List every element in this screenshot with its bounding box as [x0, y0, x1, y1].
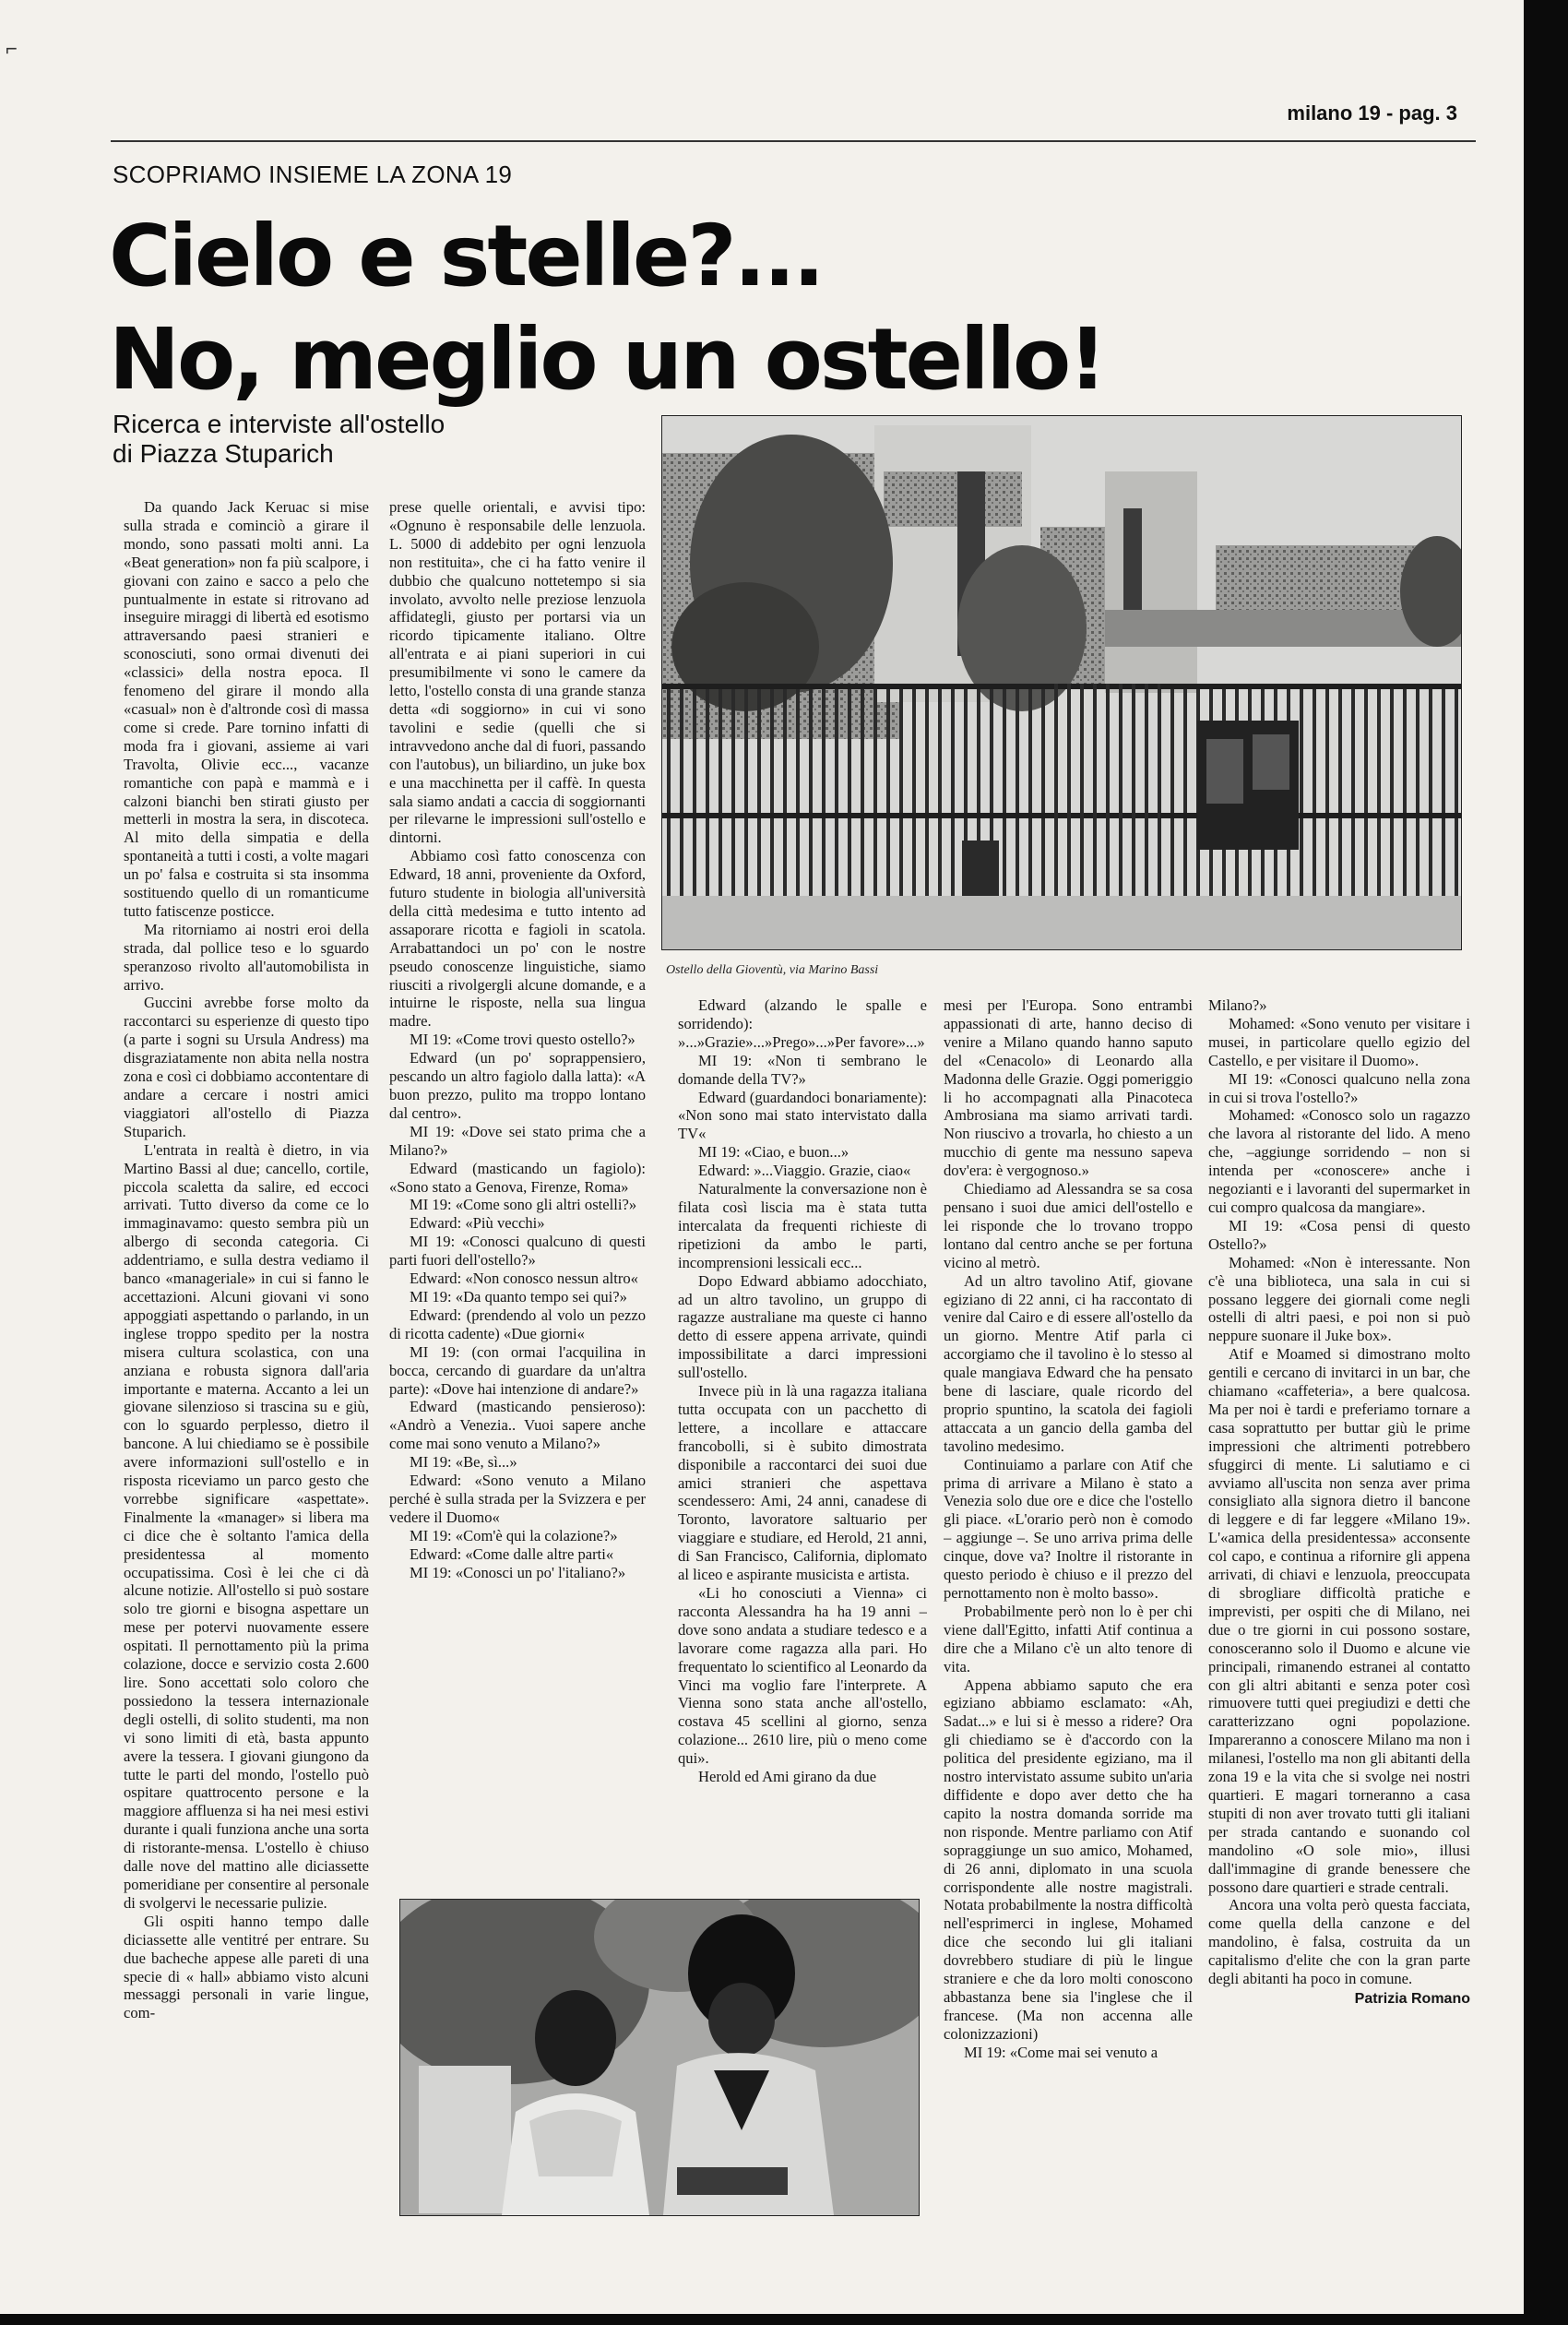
hostel-building-photo: [661, 415, 1462, 950]
paragraph: Mohamed: «Non è interessante. Non c'è una biblioteca, una sala in cui si possano leggere dei giornali come negli ostelli di altri paesi, e poi non si può neppure suonare il Juke box».: [1208, 1253, 1470, 1345]
paragraph: MI 19: «Cosa pensi di questo Ostello?»: [1208, 1216, 1470, 1253]
paragraph: Edward (un po' soprappensiero, pescando un altro fagiolo dalla latta): «A buon prezzo, pulito ma troppo lontano dal centro».: [389, 1049, 646, 1122]
subhead-line-2: di Piazza Stuparich: [113, 439, 334, 468]
paragraph: mesi per l'Europa. Sono entrambi appassionati di arte, hanno deciso di venire a Milano quando hanno saputo del «Cenacolo» di Leonardo alla Madonna delle Grazie. Oggi pomeriggio li ho accompagnati alla Pinacoteca Ambrosiana ma siamo arrivati tardi. Non riuscivo a trovarla, ho chiesto a un mucchio di gente ma nessuno sapeva dov'era: è vergognoso.»: [944, 996, 1193, 1180]
paragraph: MI 19: «Come sono gli altri ostelli?»: [410, 1196, 637, 1214]
paragraph: Invece più in là una ragazza italiana tutta occupata con un pacchetto di lettere, a incollare e attaccare francobolli, si è subito dimostrata disponibile a raccontarci dei suoi due amici stranieri che aspettava scendessero: Ami, 24 anni, canadese di Toronto, lavoratore saltuario per viaggiare e studiare, ed Herold, 21 anni, di San Francisco, California, diplomato al liceo e aspirante musicista e artista.: [678, 1382, 927, 1584]
paragraph: MI 19: «Com'è qui la colazione?»: [410, 1526, 618, 1544]
paragraph: Edward (alzando le spalle e sorridendo): »...»Grazie»...»Prego»...»Per favore»...»: [678, 996, 927, 1051]
paragraph: MI 19: «Dove sei stato prima che a Milano?»: [389, 1122, 646, 1159]
article-column-4: [944, 996, 1193, 2205]
paragraph: Edward: »...Viaggio. Grazie, ciao«: [698, 1162, 911, 1180]
paragraph: Mohamed: «Conosco solo un ragazzo che lavora al ristorante del lido. A meno che, –aggiunge sorridendo – non si intenda per «conoscere» anche i negozianti e i lavoranti del supermarket in cui compro qualcosa da mangiare».: [1208, 1106, 1470, 1216]
subheadline: [113, 410, 445, 469]
paragraph: Ancora una volta però questa facciata, come quella della canzone e del mandolino, è falsa, costruita da un capitalismo d'elite che con la gran parte degli abitanti ha poco in comune.: [1208, 1896, 1470, 1988]
paragraph: Edward: (prendendo al volo un pezzo di ricotta cadente) «Due giorni«: [389, 1306, 646, 1342]
byline: Patrizia Romano: [1354, 1990, 1470, 2007]
headline: [109, 205, 1104, 411]
page-reference: milano 19 - pag. 3: [1287, 101, 1457, 125]
headline-line-2: No, meglio un ostello!: [109, 310, 1105, 409]
article-column-5: [1208, 996, 1470, 2205]
paragraph: Atif e Moamed si dimostrano molto gentili e cercano di invitarci in un bar, che chiamano «caffeteria», a bere qualcosa. Ma per noi è tardi e preferiamo tornare a casa soprattutto per buttar giù le prime impressioni che altrimenti potrebbero sfuggirci di mente. Li salutiamo e ci avviamo all'uscita non senza aver prima consigliato alla signora dietro il bancone di leggere e di far leggere «Milano 19». L'«amica della presidentessa» acconsente col capo, e continua a rifornire gli appena arrivati, di chiavi e lenzuola, preoccupata di sbrogliare difficoltà pratiche e imprevisti, per ospiti che di Milano, nei due o tre giorni in cui possono sostare, conosceranno solo il Duomo e alcune vie principali, rimanendo estranei al contatto con gli altri abitanti e senza poter così rimuovere tutti quei pregiudizi e detti che caratterizzano ogni popolazione. Impareranno a conoscere Milano ma non i milanesi, l'ostello ma non gli abitanti della zona 19 e la vita che si svolge nei nostri quartieri. E magari torneranno a casa stupiti di non aver trovato tutti gli italiani per strada cantando e suonando col mandolino «O sole mio», illusi dall'immagine di grande benessere che possono dare quartieri e strade centrali.: [1208, 1345, 1470, 1896]
paragraph: Edward: «Non conosco nessun altro«: [410, 1270, 638, 1288]
paragraph: Ma ritorniamo ai nostri eroi della strada, dal pollice teso e lo sguardo speranzoso rivolto all'automobilista in arrivo.: [124, 920, 369, 994]
paragraph: MI 19: (con ormai l'acquilina in bocca, cercando di guardare da un'altra parte): «Dove hai intenzione di andare?»: [389, 1342, 646, 1398]
paragraph: L'entrata in realtà è dietro, in via Martino Bassi al due; cancello, cortile, piccola scaletta da salire, ed eccoci arrivati. Tutto diverso da come ce lo immaginavamo: questo sembra più un albergo di seconda categoria. Ci addentriamo, e sulla destra vediamo il banco «manageriale» in cui si fanno le accettazioni. Alcuni giovani vi sono appoggiati aspettando o parlando, in un inglese troppo spedito per la nostra misera cultura scolastica, con una anziana e robusta signora dall'aria importante e materna. Accanto a lei un giovane silenzioso si trascina su e giù, con lo sguardo perplesso, dietro il bancone. A lui chiediamo se è possibile avere informazioni sull'ostello e in risposta riceviamo un parco gesto che vorrebbe significare «aspettate». Finalmente la «manager» si libera ma ci dice che è soltanto l'amica della presidentessa al momento occupatissima. Così è lei che ci dà alcune notizie. All'ostello si può sostare solo tre giorni e bisogna aspettare un mese per potervi nuovamente essere ospitati. Il pernottamento più la prima colazione, docce e servizio costa 2.600 lire. Sono accettati solo coloro che possiedono la tessera internazionale degli ostelli, di solito studenti, ma non vi sono limiti di età, basta appunto avere la tessera. I giovani giungono da tutte le parti del mondo, l'ostello può ospitare quattrocento persone e la maggiore affluenza si ha nei mesi estivi durante i quali funziona anche una sorta di ristorante-mensa. L'ostello è chiuso dalle nove del mattino alle diciassette pomeridiane per consentire al personale di svolgervi le necessarie pulizie.: [124, 1140, 369, 1912]
headline-line-1: Cielo e stelle?...: [109, 207, 823, 305]
article-column-1: [124, 498, 369, 2274]
paragraph: MI 19: «Come mai sei venuto a: [964, 2043, 1158, 2061]
paragraph: «Li ho conosciuti a Vienna» ci racconta Alessandra ha ha 19 anni – dove sono andata a studiare tedesco e a lavorare come ragazza alla pari. Ho frequentato lo scientifico al Leonardo da Vinci ma voglio fare l'interprete. A Vienna sono stata anche all'ostello, costava 45 scellini al giorno, senza colazione... 2610 lire, più o meno come qui».: [678, 1584, 927, 1768]
paragraph: MI 19: «Conosci qualcuno di questi parti fuori dell'ostello?»: [389, 1233, 646, 1270]
paragraph: Probabilmente però non lo è per chi viene dall'Egitto, infatti Atif continua a dire che a Milano c'è un alto tenore di vita.: [944, 1602, 1193, 1675]
paragraph: Edward: «Sono venuto a Milano perché è sulla strada per la Svizzera e per vedere il Duomo«: [389, 1472, 646, 1526]
guests-photo: [399, 1899, 920, 2216]
paragraph: Gli ospiti hanno tempo dalle diciassette alle ventitré per entrare. Su due bacheche appese alle pareti di una specie di « hall» abbiamo visto alcuni messaggi personali in varie lingue, com-: [124, 1912, 369, 2022]
paragraph: MI 19: «Conosci qualcuno nella zona in cui si trova l'ostello?»: [1208, 1069, 1470, 1106]
paragraph: Edward (masticando un fagiolo): «Sono stato a Genova, Firenze, Roma»: [389, 1159, 646, 1196]
paragraph: MI 19: «Come trovi questo ostello?»: [410, 1031, 636, 1049]
paragraph: Ad un altro tavolino Atif, giovane egiziano di 22 anni, ci ha raccontato di venire dal Cairo e di essere all'ostello da un giorno. Mentre Atif parla ci accorgiamo che il tavolino è lo stesso al quale mangiava Edward che ha pensato bene di lasciare, quale ricordo del proprio spuntino, la scatola dei fagioli attaccata a un gancio della gamba del tavolino medesimo.: [944, 1271, 1193, 1455]
paragraph: MI 19: «Non ti sembrano le domande della TV?»: [678, 1051, 927, 1088]
paragraph: Naturalmente la conversazione non è filata così liscia ma è stata tutta intercalata da frequenti richieste di ripetizioni da ambo le parti, incomprensioni lessicali ecc...: [678, 1180, 927, 1271]
paragraph: Edward (masticando pensieroso): «Andrò a Venezia.. Vuoi sapere anche come mai sono venuto a Milano?»: [389, 1398, 646, 1453]
paragraph: Mohamed: «Sono venuto per visitare i musei, in particolare quello egizio del Castello, e per visitare il Duomo».: [1208, 1014, 1470, 1069]
paragraph: Edward (guardandoci bonariamente): «Non sono mai stato intervistato dalla TV«: [678, 1088, 927, 1143]
kicker: SCOPRIAMO INSIEME LA ZONA 19: [113, 161, 513, 188]
article-column-3: [678, 996, 927, 1891]
article-column-2: [389, 498, 646, 1871]
paragraph: Appena abbiamo saputo che era egiziano abbiamo esclamato: «Ah, Sadat...» e lui si è messo a ridere? Ora gli chiediamo se è d'accordo con la politica del presidente egiziano, ma il nostro intervistato assume subito un'aria diffidente e dopo aver detto che ha capito la nostra domanda sorride ma non risponde. Mentre parliamo con Atif sopraggiunge un suo amico, Mohamed, di 26 anni, diplomato in una scuola corrispondente alle nostre magistrali. Notata probabilmente la nostra difficoltà nell'esprimerci in inglese, Mohamed dice che secondo lui gli italiani dovrebbero studiare di più le lingue straniere e che da loro molti conoscono abbastanza bene sia l'inglese che il francese. (Ma non accenna alle colonizzazioni): [944, 1675, 1193, 2043]
paragraph: Milano?»: [1208, 996, 1267, 1014]
paragraph: Dopo Edward abbiamo adocchiato, ad un altro tavolino, un gruppo di ragazze australiane ma queste ci hanno detto di essere appena arrivate, quindi impossibilitate a darci impressioni sull'ostello.: [678, 1271, 927, 1382]
paragraph: MI 19: «Da quanto tempo sei qui?»: [410, 1287, 627, 1306]
paragraph: MI 19: «Ciao, e buon...»: [698, 1143, 849, 1162]
header-rule: [111, 140, 1476, 142]
paragraph: Abbiamo così fatto conoscenza con Edward, 18 anni, proveniente da Oxford, futuro studente in biologia all'università della città medesima e tutto intento ad assaporare ricotta e fagioli in scatola. Arrabattandoci un po' con le nostre pseudo conoscenze linguistiche, siamo riusciti a rivolgergli alcune domande, e a intuirne le risposte, nella sua lingua madre.: [389, 847, 646, 1031]
photo-caption: Ostello della Gioventù, via Marino Bassi: [666, 963, 879, 977]
paragraph: Da quando Jack Keruac si mise sulla strada e cominciò a girare il mondo, sono passati molti anni. La «Beat generation» non fa più scalpore, i giovani con zaino e sacco a pelo che puntualmente in estate si ritrovano ad inseguire miraggi di libertà ed esotismo attraversando paesi stranieri e sconosciuti, sono ormai divenuti dei «classici» della nostra epoca. Il fenomeno del girare il mondo alla «casual» non è d'altronde così di massa come si crede. Pare tornino infatti di moda fra i giovani, assieme ai vari Travolta, Olivie ecc..., vacanze romantiche con papà e mammà e i calzoni bianchi ben stirati giusto per metterli in mostra la sera, in discoteca. Al mito della simpatia e della spontaneità a tutti i costi, a volte magari un po' falsa e costruita si sta insomma sostituendo quello di un romanticume tutto fatiscenze posticce.: [124, 498, 369, 920]
subhead-line-1: Ricerca e interviste all'ostello: [113, 410, 445, 438]
paragraph: Continuiamo a parlare con Atif che prima di arrivare a Milano è stato a Venezia solo due ore e dice che l'ostello gli piace. «L'orario però non è comodo – aggiunge –. Se uno arriva prima delle cinque, dove va? Inoltre il ristorante in questo periodo è chiuso e il prezzo del pernottamento non è molto basso».: [944, 1455, 1193, 1602]
paragraph: Herold ed Ami girano da due: [698, 1768, 877, 1786]
paragraph: prese quelle orientali, e avvisi tipo: «Ognuno è responsabile delle lenzuola. L. 5000 di addebito per ogni lenzuola non restituita», che ci ha fatto venire il dubbio che qualcuno nottetempo si sia involato, avvolto nelle preziose lenzuola affidategli, giusto per portarsi via un ricordo tipicamente italiano. Oltre all'entrata e ai piani superiori in cui presumibilmente vi sono le camere da letto, l'ostello consta di una grande stanza detta «di soggiorno» in cui vi sono tavolini e sedie (quelli che si intravvedono anche dal di fuori, passando con l'autobus), un biliardino, un juke box e una macchinetta per il caffè. In questa sala siamo andati a caccia di soggiornanti per rilevarne le impressioni sull'ostello e dintorni.: [389, 498, 646, 847]
paragraph: Chiediamo ad Alessandra se sa cosa pensano i suoi due amici dell'ostello e lei risponde che lo trovano troppo lontano dal centro anche se per fortuna vicino al metrò.: [944, 1180, 1193, 1271]
paragraph: Edward: «Come dalle altre parti«: [410, 1544, 614, 1563]
paragraph: MI 19: «Be, sì...»: [410, 1453, 517, 1472]
paragraph: Edward: «Più vecchi»: [410, 1214, 545, 1233]
paragraph: MI 19: «Conosci un po' l'italiano?»: [410, 1563, 626, 1581]
binding-mark: ⌐: [6, 37, 18, 60]
paragraph: Guccini avrebbe forse molto da raccontarci su esperienze di questo tipo (a parte i sogni su Ursula Andress) ma disgraziatamente non abita nella nostra zona e così ci dobbiamo accontentare di andare a cercare i nostri amici viaggiatori all'ostello di Piazza Stuparich.: [124, 994, 369, 1140]
